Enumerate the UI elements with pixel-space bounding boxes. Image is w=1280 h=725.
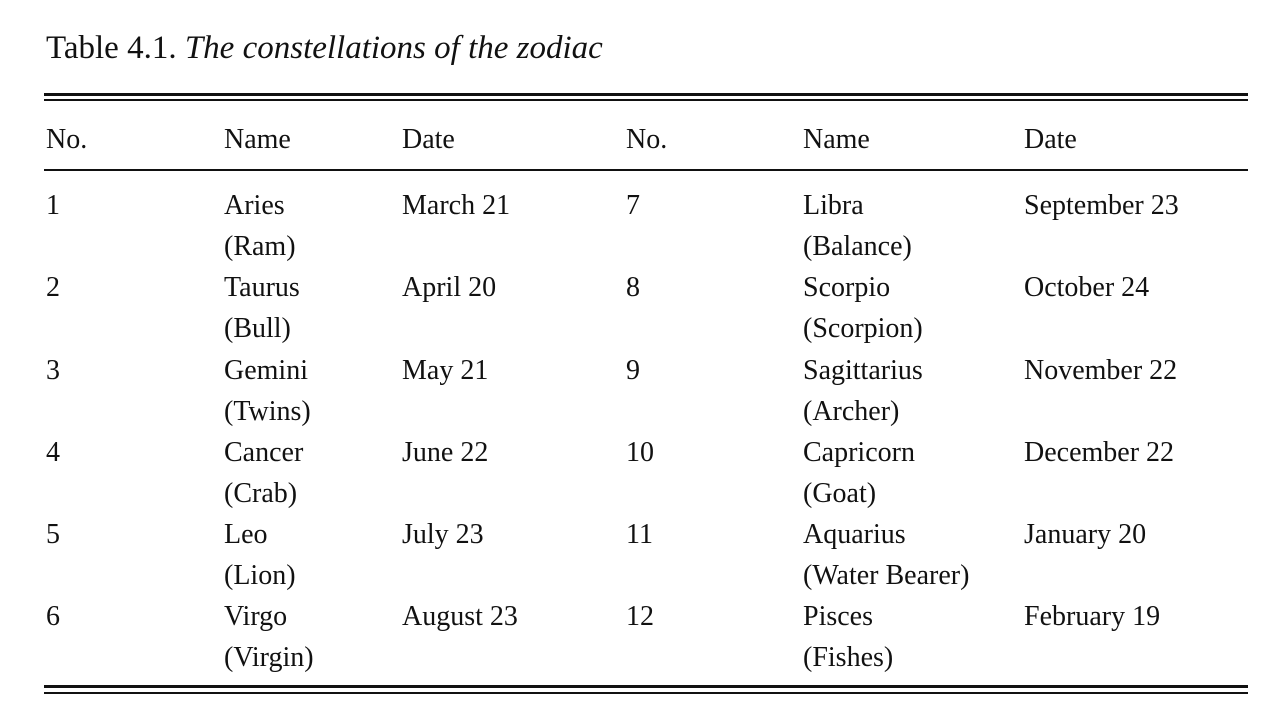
constellation-alias: (Virgin) (224, 642, 314, 673)
cell-number: 6 (46, 601, 60, 632)
constellation-alias: (Water Bearer) (803, 560, 970, 591)
bottom-rule-thick (44, 685, 1248, 688)
bottom-rule-thin (44, 692, 1248, 694)
cell-constellation (803, 267, 923, 349)
constellation-alias: (Twins) (224, 396, 311, 427)
cell-number: 5 (46, 519, 60, 550)
cell-number: 2 (46, 272, 60, 303)
cell-constellation (224, 267, 300, 349)
cell-date: May 21 (402, 355, 489, 386)
header-rule (44, 169, 1248, 171)
cell-number: 11 (626, 519, 653, 550)
cell-date: March 21 (402, 190, 511, 221)
constellation-name: Sagittarius (803, 355, 923, 386)
cell-date: September 23 (1024, 190, 1179, 221)
header-date-right: Date (1024, 124, 1077, 155)
constellation-name: Virgo (224, 601, 288, 632)
constellation-alias: (Lion) (224, 560, 296, 591)
constellation-name: Capricorn (803, 437, 915, 468)
cell-number: 9 (626, 355, 640, 386)
constellation-name: Aquarius (803, 519, 906, 550)
cell-date: June 22 (402, 437, 489, 468)
constellation-name: Libra (803, 190, 864, 221)
cell-number: 8 (626, 272, 640, 303)
top-rule-thin (44, 99, 1248, 101)
cell-date: December 22 (1024, 437, 1175, 468)
constellation-alias: (Scorpion) (803, 313, 923, 344)
cell-number: 7 (626, 190, 640, 221)
constellation-name: Aries (224, 190, 285, 221)
constellation-alias: (Archer) (803, 396, 900, 427)
cell-number: 4 (46, 437, 60, 468)
table-caption (46, 26, 603, 70)
constellation-alias: (Crab) (224, 478, 298, 509)
header-no-right: No. (626, 124, 668, 155)
header-date-left: Date (402, 124, 455, 155)
top-rule-thick (44, 93, 1248, 96)
cell-constellation (803, 514, 969, 596)
cell-constellation (803, 185, 912, 267)
header-name-left: Name (224, 124, 291, 155)
cell-date: October 24 (1024, 272, 1150, 303)
header-name-right: Name (803, 124, 870, 155)
cell-constellation (803, 350, 923, 432)
cell-constellation (224, 350, 311, 432)
constellation-name: Leo (224, 519, 268, 550)
constellation-alias: (Fishes) (803, 642, 894, 673)
cell-number: 3 (46, 355, 60, 386)
cell-date: November 22 (1024, 355, 1178, 386)
constellation-name: Scorpio (803, 272, 891, 303)
table-caption-title: The constellations of the zodiac (184, 30, 603, 66)
cell-date: August 23 (402, 601, 518, 632)
constellation-alias: (Balance) (803, 231, 912, 262)
cell-constellation (224, 596, 314, 678)
constellation-alias: (Ram) (224, 231, 296, 262)
constellation-alias: (Bull) (224, 313, 291, 344)
cell-constellation (803, 432, 915, 514)
table-caption-label: Table 4.1. (46, 30, 177, 66)
header-no-left: No. (46, 124, 88, 155)
cell-date: April 20 (402, 272, 497, 303)
constellation-name: Gemini (224, 355, 308, 386)
cell-constellation (224, 185, 296, 267)
cell-constellation (224, 514, 296, 596)
cell-number: 10 (626, 437, 654, 468)
cell-date: January 20 (1024, 519, 1147, 550)
constellation-name: Cancer (224, 437, 304, 468)
cell-number: 12 (626, 601, 654, 632)
constellation-name: Taurus (224, 272, 300, 303)
cell-constellation (803, 596, 893, 678)
cell-date: February 19 (1024, 601, 1161, 632)
cell-date: July 23 (402, 519, 484, 550)
constellation-name: Pisces (803, 601, 873, 632)
cell-number: 1 (46, 190, 60, 221)
cell-constellation (224, 432, 303, 514)
constellation-alias: (Goat) (803, 478, 877, 509)
